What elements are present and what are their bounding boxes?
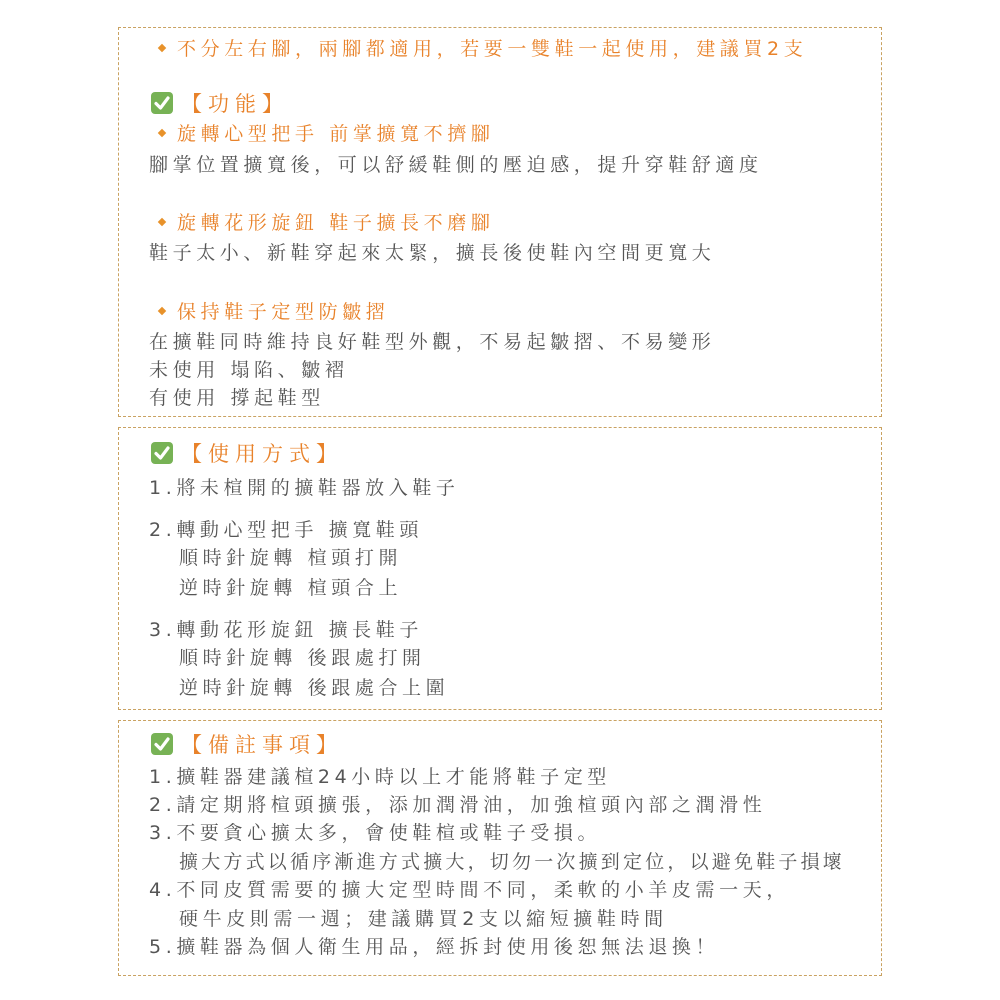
notes-panel	[118, 720, 882, 976]
function-heading-text: 【功能】	[181, 92, 289, 116]
notes-line-4-cont: 硬牛皮則需一週；建議購買2支以縮短擴鞋時間	[179, 908, 668, 930]
notes-line-4: 4.不同皮質需要的擴大定型時間不同，柔軟的小羊皮需一天，	[149, 879, 790, 901]
check-mark-button-icon	[151, 733, 173, 755]
usage-step-2-sub-2: 逆時針旋轉 楦頭合上	[179, 577, 403, 599]
function-item-3-desc-1: 在擴鞋同時維持良好鞋型外觀，不易起皺摺、不易變形	[149, 331, 716, 353]
function-item-2-title: 旋轉花形旋鈕 鞋子擴長不磨腳	[159, 211, 494, 235]
notes-heading-text: 【備註事項】	[181, 733, 343, 757]
intro-line	[159, 37, 807, 61]
function-item-1-title: 旋轉心型把手 前掌擴寬不擠腳	[159, 122, 494, 146]
orange-diamond-icon	[158, 217, 166, 225]
function-item-3-desc-2: 未使用 塌陷、皺褶	[149, 359, 349, 381]
function-item-3-desc-3: 有使用 撐起鞋型	[149, 387, 325, 409]
function-heading	[151, 92, 289, 116]
notes-line-2: 2.請定期將楦頭擴張，添加潤滑油，加強楦頭內部之潤滑性	[149, 794, 767, 816]
notes-line-5: 5.擴鞋器為個人衛生用品，經拆封使用後恕無法退換！	[149, 936, 720, 958]
usage-step-3: 3.轉動花形旋鈕 擴長鞋子	[149, 619, 423, 641]
usage-heading-text: 【使用方式】	[181, 442, 343, 466]
notes-line-1: 1.擴鞋器建議楦24小時以上才能將鞋子定型	[149, 766, 611, 788]
intro-text: 不分左右腳，兩腳都適用，若要一雙鞋一起使用，建議買2支	[177, 38, 808, 60]
function-item-2-desc: 鞋子太小、新鞋穿起來太緊，擴長後使鞋內空間更寬大	[149, 242, 716, 264]
function-item-3-title: 保持鞋子定型防皺摺	[159, 300, 389, 324]
function-panel	[118, 27, 882, 417]
check-mark-button-icon	[151, 92, 173, 114]
usage-panel	[118, 427, 882, 710]
usage-step-2-sub-1: 順時針旋轉 楦頭打開	[179, 547, 403, 569]
usage-step-3-sub-2: 逆時針旋轉 後跟處合上圍	[179, 677, 450, 699]
notes-line-3: 3.不要貪心擴太多，會使鞋楦或鞋子受損。	[149, 822, 602, 844]
orange-diamond-icon	[158, 128, 166, 136]
function-item-1-desc: 腳掌位置擴寬後，可以舒緩鞋側的壓迫感，提升穿鞋舒適度	[149, 154, 763, 176]
usage-step-3-sub-1: 順時針旋轉 後跟處打開	[179, 647, 426, 669]
orange-diamond-icon	[158, 306, 166, 314]
check-mark-button-icon	[151, 442, 173, 464]
usage-step-2: 2.轉動心型把手 擴寬鞋頭	[149, 519, 423, 541]
orange-diamond-icon	[158, 43, 166, 51]
notes-line-3-cont: 擴大方式以循序漸進方式擴大，切勿一次擴到定位，以避免鞋子損壞	[179, 851, 846, 873]
usage-step-1: 1.將未楦開的擴鞋器放入鞋子	[149, 477, 460, 499]
usage-heading	[151, 442, 343, 466]
notes-heading	[151, 733, 343, 757]
